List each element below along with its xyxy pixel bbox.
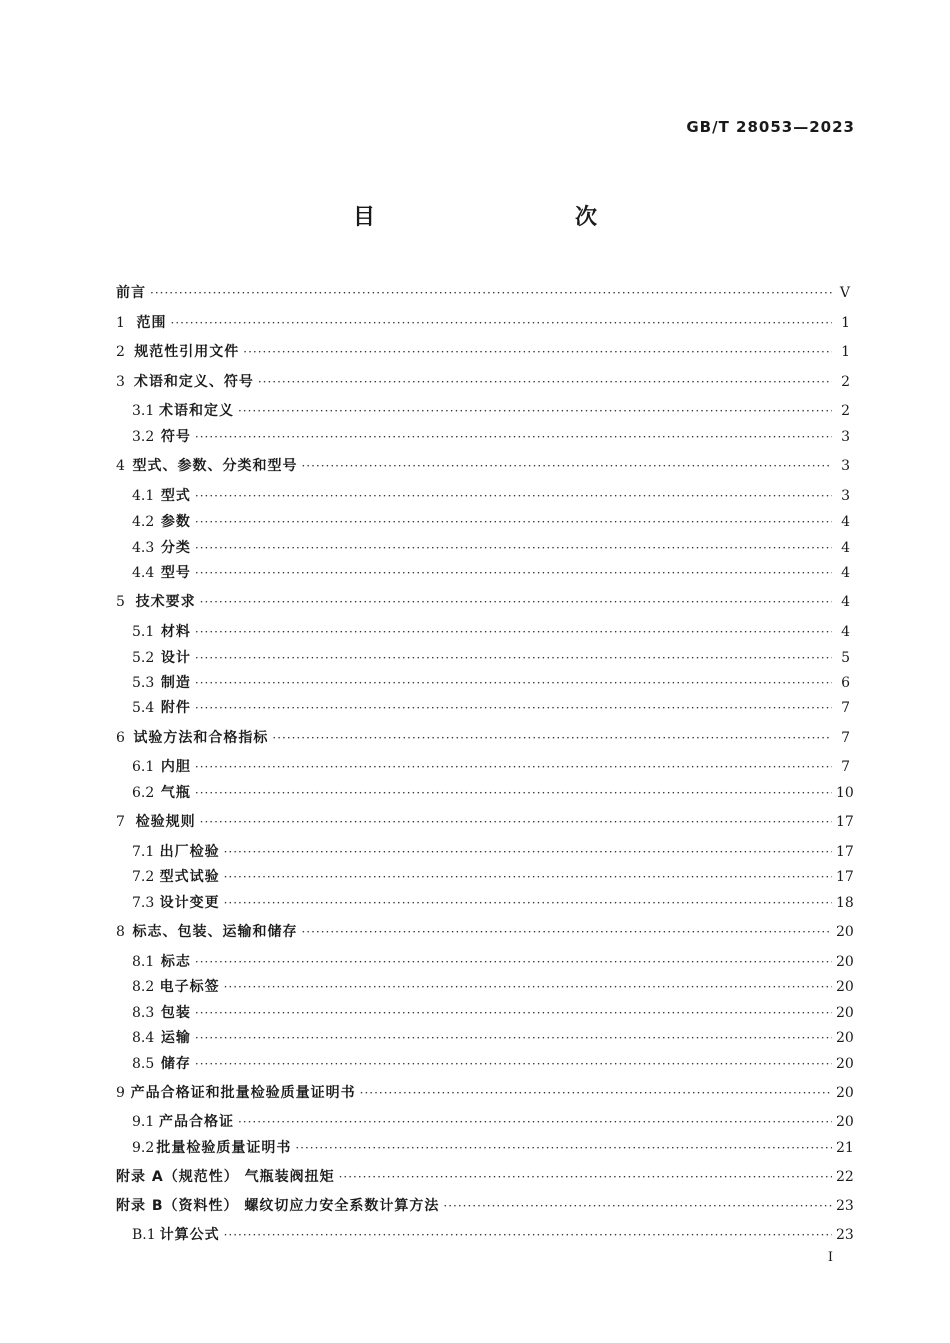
toc-leader-dots [195,564,832,582]
toc-entry[interactable] [116,373,850,391]
toc-entry-number: 8 [116,924,125,940]
toc-entry-label: 前言 [116,285,146,301]
toc-leader-dots [195,784,832,802]
toc-entry[interactable] [132,564,850,582]
toc-entry-number: 8.2 [132,979,155,995]
toc-entry-number: 2 [116,344,125,360]
toc-entry-page: 4 [841,565,850,581]
toc-entry-number: 8.3 [132,1005,155,1021]
toc-entry[interactable] [132,513,850,531]
toc-entry[interactable] [132,758,850,776]
toc-entry-number: 4 [116,458,125,474]
toc-leader-dots [195,539,832,557]
toc-entry-label: 试验方法和合格指标 [133,730,269,746]
toc-entry[interactable] [132,1004,854,1022]
toc-entry-page: 23 [836,1227,854,1243]
toc-leader-dots [195,487,832,505]
toc-leader-dots [301,457,832,475]
toc-entry-number: 1 [116,315,125,331]
toc-entry-page: 10 [836,785,854,801]
toc-entry[interactable] [132,843,854,861]
toc-entry-label: 型式 [160,488,191,504]
toc-entry-label: 附件 [160,700,191,716]
toc-entry-number: 8.4 [132,1030,155,1046]
toc-entry-number: 7.1 [132,844,155,860]
toc-entry-label: 附录 B（资料性） 螺纹切应力安全系数计算方法 [116,1198,440,1214]
toc-entry-page: 7 [841,700,850,716]
toc-entry[interactable] [132,1113,854,1131]
toc-entry[interactable] [132,1139,854,1157]
toc-leader-dots [238,1113,832,1131]
toc-entry[interactable] [132,1029,854,1047]
toc-leader-dots [195,758,832,776]
toc-leader-dots [171,314,832,332]
toc-entry-number: B.1 [132,1227,156,1243]
toc-entry-page: 17 [836,814,854,830]
toc-entry-label: 规范性引用文件 [134,344,240,360]
toc-entry-number: 9 [116,1085,125,1101]
toc-entry-number: 7 [116,814,125,830]
toc-leader-dots [150,284,832,302]
toc-entry[interactable] [132,953,854,971]
toc-leader-dots [195,1055,832,1073]
toc-entry[interactable] [132,894,854,912]
toc-leader-dots [200,593,832,611]
toc-entry-number: 6.2 [132,785,155,801]
standard-code: GB/T 28053—2023 [686,118,855,136]
toc-entry-page: 18 [836,895,854,911]
toc-entry-number: 5.1 [132,624,155,640]
toc-entry-label: 型式试验 [159,869,220,885]
toc-entry-page: 20 [836,1056,854,1072]
toc-entry[interactable] [132,674,850,692]
toc-entry-page: 2 [841,374,850,390]
toc-entry-page: 1 [841,315,850,331]
toc-entry-label: 术语和定义 [158,403,234,419]
toc-entry[interactable] [132,623,850,641]
toc-entry-number: 5.4 [132,700,155,716]
page-title: 目 次 [352,205,649,230]
toc-entry-number: 3.1 [132,403,155,419]
toc-entry-page: 23 [836,1198,854,1214]
toc-entry[interactable] [132,784,854,802]
toc-leader-dots [238,402,832,420]
toc-entry-number: 3.2 [132,429,155,445]
toc-entry-label: 符号 [160,429,191,445]
toc-entry-page: 5 [841,650,850,666]
toc-entry-label: 分类 [160,540,191,556]
toc-entry[interactable] [116,314,850,332]
toc-entry-page: 20 [836,954,854,970]
toc-leader-dots [195,1004,832,1022]
toc-leader-dots [443,1197,832,1215]
toc-entry[interactable] [116,813,854,831]
toc-leader-dots [195,428,832,446]
toc-entry-label: 术语和定义、符号 [133,374,254,390]
toc-entry-number: 9.2 [132,1140,155,1156]
toc-entry[interactable] [132,487,850,505]
toc-entry-label: 参数 [160,514,191,530]
toc-leader-dots [301,923,832,941]
toc-entry[interactable] [116,457,850,475]
toc-entry-label: 标志 [160,954,191,970]
toc-entry-page: 3 [841,429,850,445]
toc-entry[interactable] [132,1055,854,1073]
toc-entry-number: 8.5 [132,1056,155,1072]
toc-leader-dots [360,1084,832,1102]
toc-entry-number: 5 [116,594,125,610]
toc-leader-dots [195,513,832,531]
toc-entry-page: 6 [841,675,850,691]
toc-entry-page: 1 [841,344,850,360]
toc-entry-number: 7.3 [132,895,155,911]
toc-entry-number: 4.2 [132,514,155,530]
toc-entry[interactable] [116,1197,854,1215]
toc-entry-number: 3 [116,374,125,390]
toc-entry-label: 标志、包装、运输和储存 [132,924,298,940]
toc-entry[interactable] [116,729,850,747]
toc-entry-number: 6 [116,730,125,746]
toc-leader-dots [339,1168,832,1186]
toc-entry-label: 设计变更 [159,895,220,911]
toc-entry-page: 20 [836,979,854,995]
toc-entry-label: 型式、参数、分类和型号 [132,458,298,474]
toc-entry[interactable] [116,1168,854,1186]
toc-entry-label: 运输 [160,1030,191,1046]
toc-entry-page: 4 [841,540,850,556]
toc-entry-label: 产品合格证 [158,1114,234,1130]
toc-leader-dots [195,623,832,641]
toc-entry-label: 批量检验质量证明书 [156,1140,292,1156]
toc-entry-label: 范围 [136,315,167,331]
toc-entry-number: 4.1 [132,488,155,504]
toc-entry-page: 2 [841,403,850,419]
toc-entry-page: 7 [841,730,850,746]
toc-entry-number: 4.3 [132,540,155,556]
toc-leader-dots [224,868,832,886]
toc-entry-page: 17 [836,844,854,860]
toc-leader-dots [272,729,832,747]
toc-leader-dots [224,978,832,996]
toc-entry-page: Ⅴ [839,285,850,301]
toc-entry-page: 4 [841,514,850,530]
toc-entry-number: 5.2 [132,650,155,666]
toc-entry-page: 17 [836,869,854,885]
toc-entry-label: 计算公式 [159,1227,220,1243]
toc-entry-page: 20 [836,1005,854,1021]
toc-entry-page: 20 [836,1114,854,1130]
toc-entry-label: 包装 [160,1005,191,1021]
toc-entry-number: 4.4 [132,565,155,581]
toc-entry-label: 产品合格证和批量检验质量证明书 [130,1085,356,1101]
toc-entry-label: 型号 [160,565,191,581]
toc-entry-page: 3 [841,458,850,474]
toc-entry-label: 材料 [160,624,191,640]
page-number: I [827,1250,833,1265]
toc-leader-dots [224,894,832,912]
toc-entry-page: 4 [841,594,850,610]
toc-entry-label: 出厂检验 [159,844,220,860]
toc-entry-label: 制造 [160,675,191,691]
toc-leader-dots [224,1226,832,1244]
toc-entry-page: 4 [841,624,850,640]
toc-leader-dots [195,649,832,667]
toc-entry[interactable] [116,923,854,941]
toc-entry[interactable] [132,539,850,557]
toc-entry-page: 22 [836,1169,854,1185]
toc-entry[interactable] [132,1226,854,1244]
toc-entry-number: 7.2 [132,869,155,885]
toc-entry[interactable] [132,699,850,717]
toc-leader-dots [195,699,832,717]
toc-entry-label: 电子标签 [159,979,220,995]
toc-entry[interactable] [132,868,854,886]
toc-entry-label: 设计 [160,650,191,666]
toc-leader-dots [224,843,832,861]
toc-entry-page: 20 [836,1085,854,1101]
toc-entry-page: 20 [836,924,854,940]
toc-entry[interactable] [132,428,850,446]
toc-entry-label: 检验规则 [135,814,196,830]
toc-entry-label: 储存 [160,1056,191,1072]
toc-entry-label: 附录 A（规范性） 气瓶装阀扭矩 [116,1169,335,1185]
toc-entry-label: 技术要求 [135,594,196,610]
toc-entry-page: 7 [841,759,850,775]
toc-entry-number: 8.1 [132,954,155,970]
toc-entry-number: 9.1 [132,1114,155,1130]
toc-entry-number: 6.1 [132,759,155,775]
toc-leader-dots [295,1139,832,1157]
toc-leader-dots [195,1029,832,1047]
toc-entry[interactable] [116,284,850,302]
toc-entry-page: 20 [836,1030,854,1046]
toc-leader-dots [243,343,832,361]
toc-entry[interactable] [132,978,854,996]
toc-entry-label: 内胆 [160,759,191,775]
toc-entry[interactable] [116,1084,854,1102]
toc-leader-dots [200,813,832,831]
toc-entry-page: 21 [836,1140,854,1156]
toc-entry[interactable] [116,343,850,361]
toc-entry[interactable] [132,649,850,667]
toc-entry-page: 3 [841,488,850,504]
toc-leader-dots [195,953,832,971]
toc-entry-label: 气瓶 [160,785,191,801]
toc-entry-number: 5.3 [132,675,155,691]
toc-entry[interactable] [132,402,850,420]
toc-leader-dots [258,373,832,391]
toc-leader-dots [195,674,832,692]
toc-entry[interactable] [116,593,850,611]
